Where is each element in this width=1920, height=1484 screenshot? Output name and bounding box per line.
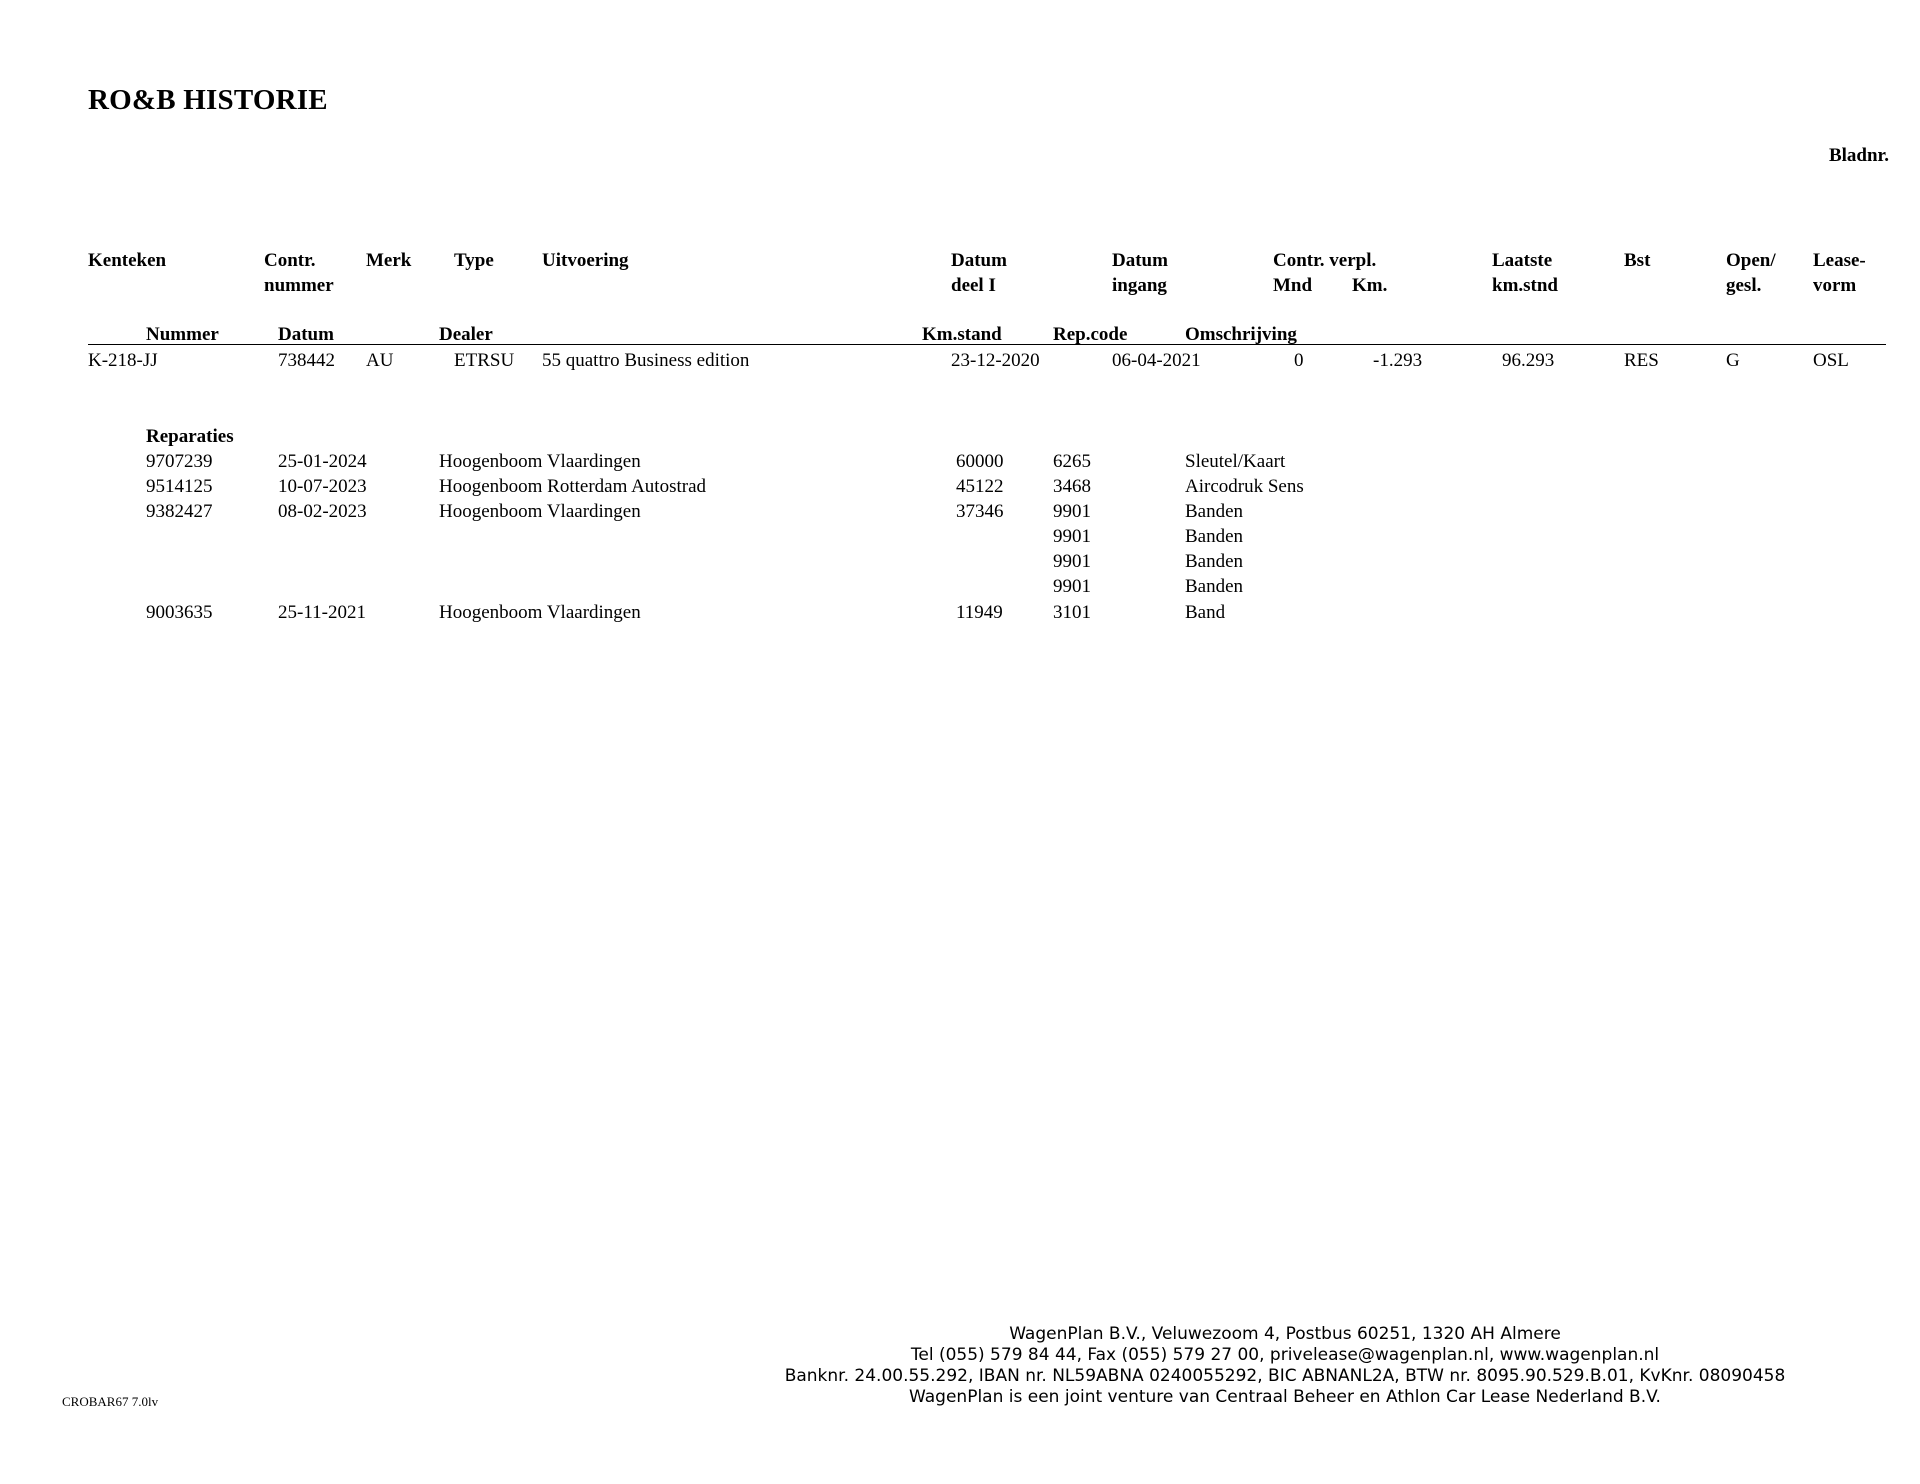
repair-repcode: 9901 <box>1053 576 1091 597</box>
header-lease-line2: vorm <box>1813 275 1857 296</box>
header-uitvoering: Uitvoering <box>542 250 629 271</box>
repair-omschrijving: Aircodruk Sens <box>1185 476 1304 497</box>
footer-bank: Banknr. 24.00.55.292, IBAN nr. NL59ABNA 0240055292, BIC ABNANL2A, BTW nr. 8095.90.529.B.01, KvKnr. 08090458 <box>784 1366 1786 1386</box>
subheader-omschrijving: Omschrijving <box>1185 324 1297 345</box>
subheader-kmstand: Km.stand <box>922 324 1002 345</box>
subheader-nummer: Nummer <box>146 324 219 345</box>
repair-repcode: 9901 <box>1053 551 1091 572</box>
header-laatste-line1: Laatste <box>1492 250 1553 271</box>
repair-omschrijving: Banden <box>1185 526 1244 547</box>
repair-omschrijving: Band <box>1185 602 1226 623</box>
header-km: Km. <box>1352 275 1388 296</box>
subheader-datum: Datum <box>278 324 334 345</box>
vehicle-uitvoering: 55 quattro Business edition <box>542 350 750 371</box>
header-kenteken: Kenteken <box>88 250 167 271</box>
header-lease-line1: Lease- <box>1813 250 1866 271</box>
header-datum-deel-line1: Datum <box>951 250 1007 271</box>
repair-nummer: 9382427 <box>146 501 213 522</box>
footer-joint-venture: WagenPlan is een joint venture van Centraal Beheer en Athlon Car Lease Nederland B.V. <box>909 1387 1661 1407</box>
header-datum-ingang-line1: Datum <box>1112 250 1168 271</box>
header-merk: Merk <box>366 250 412 271</box>
subheader-repcode: Rep.code <box>1053 324 1128 345</box>
header-type: Type <box>454 250 494 271</box>
repair-kmstand: 11949 <box>956 602 1003 623</box>
repair-kmstand: 37346 <box>956 501 1004 522</box>
vehicle-datum-deel: 23-12-2020 <box>951 350 1040 371</box>
page-number-label: Bladnr. <box>1828 145 1889 166</box>
vehicle-bst: RES <box>1624 350 1659 371</box>
header-contract-line2: nummer <box>264 275 334 296</box>
header-divider <box>88 344 1886 345</box>
repair-repcode: 9901 <box>1053 501 1091 522</box>
repair-kmstand: 45122 <box>956 476 1004 497</box>
repair-datum: 25-11-2021 <box>278 602 366 623</box>
repair-omschrijving: Banden <box>1185 551 1244 572</box>
header-datum-deel-line2: deel I <box>951 275 996 296</box>
vehicle-contract: 738442 <box>278 350 335 371</box>
vehicle-datum-ingang: 06-04-2021 <box>1112 350 1201 371</box>
page-title: RO&B HISTORIE <box>88 84 328 116</box>
repair-omschrijving: Banden <box>1185 501 1244 522</box>
header-bst: Bst <box>1624 250 1651 271</box>
repair-omschrijving: Banden <box>1185 576 1244 597</box>
footer-contact: Tel (055) 579 84 44, Fax (055) 579 27 00, privelease@wagenplan.nl, www.wagenplan.nl <box>910 1345 1660 1365</box>
vehicle-laatste-km: 96.293 <box>1502 350 1555 371</box>
repair-dealer: Hoogenboom Rotterdam Autostrad <box>439 476 707 497</box>
repair-datum: 08-02-2023 <box>278 501 367 522</box>
repair-nummer: 9707239 <box>146 451 213 472</box>
repair-datum: 10-07-2023 <box>278 476 367 497</box>
header-open-line1: Open/ <box>1726 250 1776 271</box>
repair-datum: 25-01-2024 <box>278 451 367 472</box>
repair-repcode: 3468 <box>1053 476 1091 497</box>
header-mnd: Mnd <box>1273 275 1313 296</box>
repair-omschrijving: Sleutel/Kaart <box>1185 451 1286 472</box>
repair-kmstand: 60000 <box>956 451 1004 472</box>
vehicle-type: ETRSU <box>454 350 515 371</box>
header-contract-line1: Contr. <box>264 250 316 271</box>
header-laatste-line2: km.stnd <box>1492 275 1558 296</box>
header-open-line2: gesl. <box>1726 275 1762 296</box>
repair-nummer: 9514125 <box>146 476 213 497</box>
vehicle-km: -1.293 <box>1373 350 1423 371</box>
vehicle-merk: AU <box>366 350 394 371</box>
company-footer <box>720 1324 1850 1408</box>
header-datum-ingang-line2: ingang <box>1112 275 1167 296</box>
vehicle-lease: OSL <box>1813 350 1849 371</box>
vehicle-mnd: 0 <box>1294 350 1304 371</box>
repair-dealer: Hoogenboom Vlaardingen <box>439 501 641 522</box>
reparaties-label: Reparaties <box>146 426 234 447</box>
vehicle-kenteken: K-218-JJ <box>88 350 158 371</box>
vehicle-open: G <box>1726 350 1740 371</box>
repair-dealer: Hoogenboom Vlaardingen <box>439 602 641 623</box>
header-contract-verpl: Contr. verpl. <box>1273 250 1377 271</box>
repair-repcode: 3101 <box>1053 602 1091 623</box>
repair-repcode: 6265 <box>1053 451 1091 472</box>
repair-repcode: 9901 <box>1053 526 1091 547</box>
repair-dealer: Hoogenboom Vlaardingen <box>439 451 641 472</box>
repair-nummer: 9003635 <box>146 602 213 623</box>
footer-address: WagenPlan B.V., Veluwezoom 4, Postbus 60251, 1320 AH Almere <box>1009 1324 1561 1344</box>
report-code: CROBAR67 7.0lv <box>62 1394 159 1409</box>
subheader-dealer: Dealer <box>439 324 493 345</box>
